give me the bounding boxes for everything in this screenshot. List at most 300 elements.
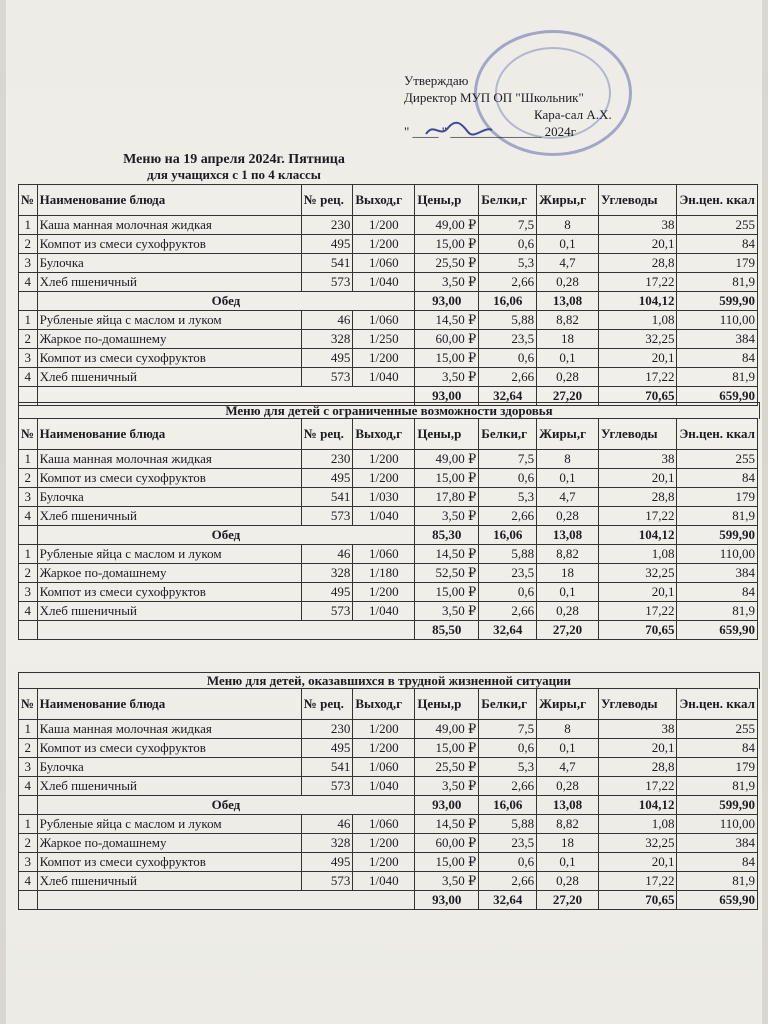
total-cell: 659,90 bbox=[677, 621, 758, 640]
table-cell: 2,66 bbox=[479, 507, 537, 526]
page-subtitle: для учащихся с 1 по 4 классы bbox=[147, 167, 321, 182]
table-cell: 38 bbox=[599, 720, 677, 739]
table-cell: 4,7 bbox=[537, 488, 599, 507]
table-cell: 17,22 bbox=[599, 602, 677, 621]
table-cell: 0,28 bbox=[537, 872, 599, 891]
page-title: Меню на 19 апреля 2024г. Пятница bbox=[123, 152, 345, 167]
table-cell: 1/040 bbox=[353, 872, 415, 891]
table-cell: 495 bbox=[301, 469, 353, 488]
table-header-row bbox=[19, 689, 758, 720]
table-cell: 17,22 bbox=[599, 872, 677, 891]
table-cell: Компот из смеси сухофруктов bbox=[37, 739, 301, 758]
table-cell: Каша манная молочная жидкая bbox=[37, 216, 301, 235]
table-row bbox=[19, 273, 758, 292]
table-cell: 3,50 ₽ bbox=[415, 368, 479, 387]
table-cell: 15,00 ₽ bbox=[415, 583, 479, 602]
approval-line-1: Утверждаю bbox=[404, 73, 469, 88]
table-cell: 495 bbox=[301, 583, 353, 602]
table-cell: 46 bbox=[301, 815, 353, 834]
column-header: Наименование блюда bbox=[37, 185, 301, 216]
column-header: Углеводы bbox=[599, 419, 677, 450]
table-cell: Хлеб пшеничный bbox=[37, 368, 301, 387]
table-cell: 28,8 bbox=[599, 488, 677, 507]
table-cell: 84 bbox=[677, 469, 758, 488]
table-cell: 84 bbox=[677, 583, 758, 602]
table-cell: Булочка bbox=[37, 488, 301, 507]
table-cell: 17,22 bbox=[599, 368, 677, 387]
table-cell: 7,5 bbox=[479, 216, 537, 235]
total-cell: 85,50 bbox=[415, 621, 479, 640]
table-cell: 84 bbox=[677, 235, 758, 254]
table-cell: 110,00 bbox=[677, 545, 758, 564]
table-row bbox=[19, 583, 758, 602]
lunch-label-row bbox=[19, 526, 758, 545]
lunch-label-row bbox=[19, 796, 758, 815]
total-cell: 27,20 bbox=[537, 891, 599, 910]
table-cell: 230 bbox=[301, 720, 353, 739]
table-cell: Каша манная молочная жидкая bbox=[37, 450, 301, 469]
table-cell: 25,50 ₽ bbox=[415, 758, 479, 777]
table-cell: 3,50 ₽ bbox=[415, 507, 479, 526]
table-cell: 3 bbox=[19, 758, 38, 777]
table-cell: 5,88 bbox=[479, 311, 537, 330]
table-cell: 4 bbox=[19, 273, 38, 292]
table-row bbox=[19, 216, 758, 235]
total-cell: 70,65 bbox=[599, 891, 677, 910]
total-cell: 599,90 bbox=[677, 292, 758, 311]
table-cell: 3,50 ₽ bbox=[415, 273, 479, 292]
table-cell: 49,00 ₽ bbox=[415, 450, 479, 469]
table-cell: Хлеб пшеничный bbox=[37, 273, 301, 292]
table-cell: 46 bbox=[301, 311, 353, 330]
table-cell: 1/040 bbox=[353, 777, 415, 796]
table-cell: 110,00 bbox=[677, 815, 758, 834]
table-cell: 0,1 bbox=[537, 235, 599, 254]
table-cell: 1,08 bbox=[599, 815, 677, 834]
table-cell: 230 bbox=[301, 216, 353, 235]
total-cell: 85,30 bbox=[415, 526, 479, 545]
total-cell: 32,64 bbox=[479, 621, 537, 640]
table-cell: 81,9 bbox=[677, 602, 758, 621]
table-cell: 2 bbox=[19, 235, 38, 254]
table-row bbox=[19, 507, 758, 526]
table-cell: Булочка bbox=[37, 758, 301, 777]
total-cell: 93,00 bbox=[415, 387, 479, 406]
table-cell: 1/200 bbox=[353, 469, 415, 488]
table-cell: 0,6 bbox=[479, 235, 537, 254]
table-row bbox=[19, 450, 758, 469]
table-row bbox=[19, 872, 758, 891]
table-cell: 32,25 bbox=[599, 834, 677, 853]
table-cell: 81,9 bbox=[677, 872, 758, 891]
column-header: № bbox=[19, 419, 38, 450]
table-cell: 1/040 bbox=[353, 273, 415, 292]
table-cell bbox=[37, 621, 415, 640]
table-cell: 52,50 ₽ bbox=[415, 564, 479, 583]
table-cell: Компот из смеси сухофруктов bbox=[37, 349, 301, 368]
table-cell: 20,1 bbox=[599, 469, 677, 488]
lunch-label: Обед bbox=[37, 292, 415, 311]
table-cell: 1/180 bbox=[353, 564, 415, 583]
table-cell: Компот из смеси сухофруктов bbox=[37, 583, 301, 602]
column-header: Наименование блюда bbox=[37, 419, 301, 450]
table-cell: 230 bbox=[301, 450, 353, 469]
table-cell: 541 bbox=[301, 758, 353, 777]
table-cell: 84 bbox=[677, 739, 758, 758]
column-header: Жиры,г bbox=[537, 419, 599, 450]
table-cell: 1,08 bbox=[599, 311, 677, 330]
lunch-label: Обед bbox=[37, 526, 415, 545]
table-cell: Хлеб пшеничный bbox=[37, 872, 301, 891]
total-cell: 70,65 bbox=[599, 621, 677, 640]
table-cell: 573 bbox=[301, 872, 353, 891]
table-cell: 84 bbox=[677, 853, 758, 872]
column-header: № рец. bbox=[301, 185, 353, 216]
table-cell: 8 bbox=[537, 216, 599, 235]
column-header: Эн.цен. ккал bbox=[677, 419, 758, 450]
table-row bbox=[19, 815, 758, 834]
table-cell: 28,8 bbox=[599, 758, 677, 777]
table-row bbox=[19, 564, 758, 583]
total-cell: 104,12 bbox=[599, 292, 677, 311]
table-cell: 15,00 ₽ bbox=[415, 349, 479, 368]
total-cell: 13,08 bbox=[537, 292, 599, 311]
total-cell: 93,00 bbox=[415, 891, 479, 910]
signature-icon bbox=[424, 120, 494, 140]
total-cell: 16,06 bbox=[479, 292, 537, 311]
table-cell: 495 bbox=[301, 235, 353, 254]
total-cell: 32,64 bbox=[479, 891, 537, 910]
table-cell: 384 bbox=[677, 330, 758, 349]
total-cell: 13,08 bbox=[537, 796, 599, 815]
table-header-row bbox=[19, 419, 758, 450]
table-cell: Жаркое по-домашнему bbox=[37, 834, 301, 853]
table-row bbox=[19, 488, 758, 507]
table-cell: 84 bbox=[677, 349, 758, 368]
total-cell: 104,12 bbox=[599, 526, 677, 545]
table-cell: 1/060 bbox=[353, 311, 415, 330]
table-cell: 1/040 bbox=[353, 368, 415, 387]
column-header: Жиры,г bbox=[537, 185, 599, 216]
table-cell: 8,82 bbox=[537, 815, 599, 834]
table-cell: 328 bbox=[301, 330, 353, 349]
table-cell: 0,6 bbox=[479, 469, 537, 488]
total-cell: 16,06 bbox=[479, 526, 537, 545]
table-cell: 1/200 bbox=[353, 349, 415, 368]
table-cell: 0,28 bbox=[537, 602, 599, 621]
table-cell: 32,25 bbox=[599, 564, 677, 583]
table-cell: Компот из смеси сухофруктов bbox=[37, 853, 301, 872]
table-cell: 2 bbox=[19, 330, 38, 349]
table-row bbox=[19, 311, 758, 330]
table-cell: 23,5 bbox=[479, 834, 537, 853]
table-row bbox=[19, 254, 758, 273]
table-cell: 49,00 ₽ bbox=[415, 720, 479, 739]
table-cell: 5,88 bbox=[479, 545, 537, 564]
column-header: Белки,г bbox=[479, 689, 537, 720]
table-cell: 32,25 bbox=[599, 330, 677, 349]
table-row bbox=[19, 758, 758, 777]
table-cell: 4 bbox=[19, 368, 38, 387]
column-header: Углеводы bbox=[599, 689, 677, 720]
section-heading: Меню для детей с ограниченные возможности здоровья bbox=[18, 402, 760, 419]
table-cell: 81,9 bbox=[677, 368, 758, 387]
table-row bbox=[19, 602, 758, 621]
table-cell: 20,1 bbox=[599, 235, 677, 254]
table-cell: 384 bbox=[677, 564, 758, 583]
table-cell: 3 bbox=[19, 349, 38, 368]
table-cell: 1 bbox=[19, 545, 38, 564]
table-cell: 0,1 bbox=[537, 583, 599, 602]
total-cell: 93,00 bbox=[415, 796, 479, 815]
total-cell: 93,00 bbox=[415, 292, 479, 311]
table-cell: 28,8 bbox=[599, 254, 677, 273]
table-cell: 8 bbox=[537, 720, 599, 739]
table-cell: 1 bbox=[19, 450, 38, 469]
table-cell: 1 bbox=[19, 311, 38, 330]
table-cell: 23,5 bbox=[479, 330, 537, 349]
table-cell: 255 bbox=[677, 216, 758, 235]
table-cell: 1/040 bbox=[353, 602, 415, 621]
table-cell: 1,08 bbox=[599, 545, 677, 564]
menu-table bbox=[18, 418, 758, 640]
table-cell: 0,1 bbox=[537, 349, 599, 368]
table-cell: 23,5 bbox=[479, 564, 537, 583]
total-cell: 27,20 bbox=[537, 621, 599, 640]
table-cell: 2 bbox=[19, 834, 38, 853]
table-cell: 541 bbox=[301, 488, 353, 507]
table-cell: 4,7 bbox=[537, 254, 599, 273]
column-header: Белки,г bbox=[479, 419, 537, 450]
table-cell: 1/200 bbox=[353, 720, 415, 739]
table-cell: 3,50 ₽ bbox=[415, 602, 479, 621]
table-cell: 4 bbox=[19, 507, 38, 526]
column-header: Выход,г bbox=[353, 689, 415, 720]
table-cell: 20,1 bbox=[599, 583, 677, 602]
table-cell: 18 bbox=[537, 564, 599, 583]
table-cell: 1/200 bbox=[353, 853, 415, 872]
table-cell bbox=[19, 292, 38, 311]
table-row bbox=[19, 330, 758, 349]
table-cell: 14,50 ₽ bbox=[415, 311, 479, 330]
table-cell: 3,50 ₽ bbox=[415, 777, 479, 796]
table-cell: 255 bbox=[677, 720, 758, 739]
table-cell: Жаркое по-домашнему bbox=[37, 330, 301, 349]
total-cell: 659,90 bbox=[677, 387, 758, 406]
table-cell: 5,3 bbox=[479, 254, 537, 273]
total-cell: 16,06 bbox=[479, 796, 537, 815]
lunch-label: Обед bbox=[37, 796, 415, 815]
table-row bbox=[19, 235, 758, 254]
table-cell: 1/200 bbox=[353, 235, 415, 254]
column-header: Выход,г bbox=[353, 185, 415, 216]
table-cell: 81,9 bbox=[677, 273, 758, 292]
table-cell: 5,88 bbox=[479, 815, 537, 834]
table-cell: 1 bbox=[19, 720, 38, 739]
lunch-total-row bbox=[19, 891, 758, 910]
table-cell: 0,28 bbox=[537, 273, 599, 292]
table-row bbox=[19, 777, 758, 796]
table-cell: 328 bbox=[301, 564, 353, 583]
table-cell: Хлеб пшеничный bbox=[37, 507, 301, 526]
table-cell: 2,66 bbox=[479, 273, 537, 292]
table-cell: Жаркое по-домашнему bbox=[37, 564, 301, 583]
column-header: Выход,г bbox=[353, 419, 415, 450]
table-cell: 2,66 bbox=[479, 777, 537, 796]
table-cell: 255 bbox=[677, 450, 758, 469]
approval-line-4: " ____ " ______________ 2024г bbox=[404, 124, 576, 139]
total-cell: 32,64 bbox=[479, 387, 537, 406]
table-cell: 5,3 bbox=[479, 758, 537, 777]
table-cell: 17,22 bbox=[599, 507, 677, 526]
table-cell: Хлеб пшеничный bbox=[37, 777, 301, 796]
table-cell: 60,00 ₽ bbox=[415, 330, 479, 349]
table-cell: 1/200 bbox=[353, 834, 415, 853]
table-cell: 1/060 bbox=[353, 815, 415, 834]
table-cell: Компот из смеси сухофруктов bbox=[37, 469, 301, 488]
total-cell: 104,12 bbox=[599, 796, 677, 815]
table-cell: 81,9 bbox=[677, 777, 758, 796]
total-cell: 599,90 bbox=[677, 526, 758, 545]
column-header: Эн.цен. ккал bbox=[677, 689, 758, 720]
column-header: № рец. bbox=[301, 689, 353, 720]
table-cell: 3 bbox=[19, 853, 38, 872]
table-cell: 1/040 bbox=[353, 507, 415, 526]
column-header: Жиры,г bbox=[537, 689, 599, 720]
table-cell: 2,66 bbox=[479, 602, 537, 621]
lunch-label-row bbox=[19, 292, 758, 311]
table-cell bbox=[19, 526, 38, 545]
table-cell: 384 bbox=[677, 834, 758, 853]
table-cell: 0,28 bbox=[537, 368, 599, 387]
table-cell: 3 bbox=[19, 254, 38, 273]
table-cell: 1/200 bbox=[353, 583, 415, 602]
column-header: № bbox=[19, 185, 38, 216]
table-cell: 5,3 bbox=[479, 488, 537, 507]
column-header: Эн.цен. ккал bbox=[677, 185, 758, 216]
table-cell: 3,50 ₽ bbox=[415, 872, 479, 891]
total-cell: 27,20 bbox=[537, 387, 599, 406]
table-cell: 8 bbox=[537, 450, 599, 469]
table-cell: 2 bbox=[19, 469, 38, 488]
table-cell: 179 bbox=[677, 758, 758, 777]
table-cell: 0,1 bbox=[537, 469, 599, 488]
table-cell: 15,00 ₽ bbox=[415, 469, 479, 488]
table-cell: 1 bbox=[19, 815, 38, 834]
table-cell: 15,00 ₽ bbox=[415, 739, 479, 758]
table-cell: 0,6 bbox=[479, 349, 537, 368]
table-cell: 18 bbox=[537, 834, 599, 853]
table-cell: 495 bbox=[301, 349, 353, 368]
table-row bbox=[19, 469, 758, 488]
total-cell: 659,90 bbox=[677, 891, 758, 910]
table-cell: 4 bbox=[19, 872, 38, 891]
table-cell: 20,1 bbox=[599, 853, 677, 872]
table-cell: Рубленые яйца с маслом и луком bbox=[37, 815, 301, 834]
table-cell: 1/060 bbox=[353, 254, 415, 273]
table-cell: 1/200 bbox=[353, 216, 415, 235]
column-header: Наименование блюда bbox=[37, 689, 301, 720]
table-cell: 20,1 bbox=[599, 739, 677, 758]
column-header: № bbox=[19, 689, 38, 720]
table-cell: 2,66 bbox=[479, 368, 537, 387]
table-cell: 25,50 ₽ bbox=[415, 254, 479, 273]
table-cell: 0,6 bbox=[479, 739, 537, 758]
table-cell: 60,00 ₽ bbox=[415, 834, 479, 853]
table-cell: 17,22 bbox=[599, 273, 677, 292]
table-cell: 1/250 bbox=[353, 330, 415, 349]
table-cell: Рубленые яйца с маслом и луком bbox=[37, 311, 301, 330]
table-cell: 328 bbox=[301, 834, 353, 853]
table-cell: Булочка bbox=[37, 254, 301, 273]
table-cell: 1 bbox=[19, 216, 38, 235]
table-cell: Хлеб пшеничный bbox=[37, 602, 301, 621]
column-header: Белки,г bbox=[479, 185, 537, 216]
table-cell: 38 bbox=[599, 450, 677, 469]
table-cell: 20,1 bbox=[599, 349, 677, 368]
table-cell: 2 bbox=[19, 739, 38, 758]
table-cell: 18 bbox=[537, 330, 599, 349]
table-cell: 1/030 bbox=[353, 488, 415, 507]
table-cell: 0,28 bbox=[537, 507, 599, 526]
table-cell: 495 bbox=[301, 739, 353, 758]
table-cell: 1/060 bbox=[353, 545, 415, 564]
table-cell: 573 bbox=[301, 273, 353, 292]
table-cell: 573 bbox=[301, 777, 353, 796]
section-heading: Меню для детей, оказавшихся в трудной жизненной ситуации bbox=[18, 672, 760, 689]
table-cell: 14,50 ₽ bbox=[415, 545, 479, 564]
table-cell: Рубленые яйца с маслом и луком bbox=[37, 545, 301, 564]
column-header: Углеводы bbox=[599, 185, 677, 216]
table-cell: 17,22 bbox=[599, 777, 677, 796]
table-cell: 0,1 bbox=[537, 853, 599, 872]
table-cell: 573 bbox=[301, 368, 353, 387]
table-cell bbox=[19, 891, 38, 910]
table-cell: 110,00 bbox=[677, 311, 758, 330]
table-cell: Каша манная молочная жидкая bbox=[37, 720, 301, 739]
table-cell: 4 bbox=[19, 777, 38, 796]
table-cell: 573 bbox=[301, 507, 353, 526]
table-cell: 573 bbox=[301, 602, 353, 621]
table-cell: 4,7 bbox=[537, 758, 599, 777]
column-header: № рец. bbox=[301, 419, 353, 450]
table-cell: 8,82 bbox=[537, 545, 599, 564]
table-row bbox=[19, 739, 758, 758]
table-cell: 46 bbox=[301, 545, 353, 564]
table-cell: 1/200 bbox=[353, 739, 415, 758]
approval-line-2: Директор МУП ОП "Школьник" bbox=[404, 90, 584, 105]
table-cell: 1/060 bbox=[353, 758, 415, 777]
total-cell: 599,90 bbox=[677, 796, 758, 815]
table-cell: 7,5 bbox=[479, 450, 537, 469]
table-cell: 0,28 bbox=[537, 777, 599, 796]
table-cell: 0,6 bbox=[479, 853, 537, 872]
table-row bbox=[19, 853, 758, 872]
table-cell bbox=[19, 621, 38, 640]
menu-table bbox=[18, 184, 758, 406]
table-row bbox=[19, 720, 758, 739]
table-cell: 179 bbox=[677, 488, 758, 507]
table-cell bbox=[37, 891, 415, 910]
table-cell: 0,6 bbox=[479, 583, 537, 602]
table-header-row bbox=[19, 185, 758, 216]
table-row bbox=[19, 834, 758, 853]
table-cell: 4 bbox=[19, 602, 38, 621]
table-row bbox=[19, 349, 758, 368]
table-cell: Компот из смеси сухофруктов bbox=[37, 235, 301, 254]
menu-table bbox=[18, 688, 758, 910]
table-cell: 3 bbox=[19, 583, 38, 602]
